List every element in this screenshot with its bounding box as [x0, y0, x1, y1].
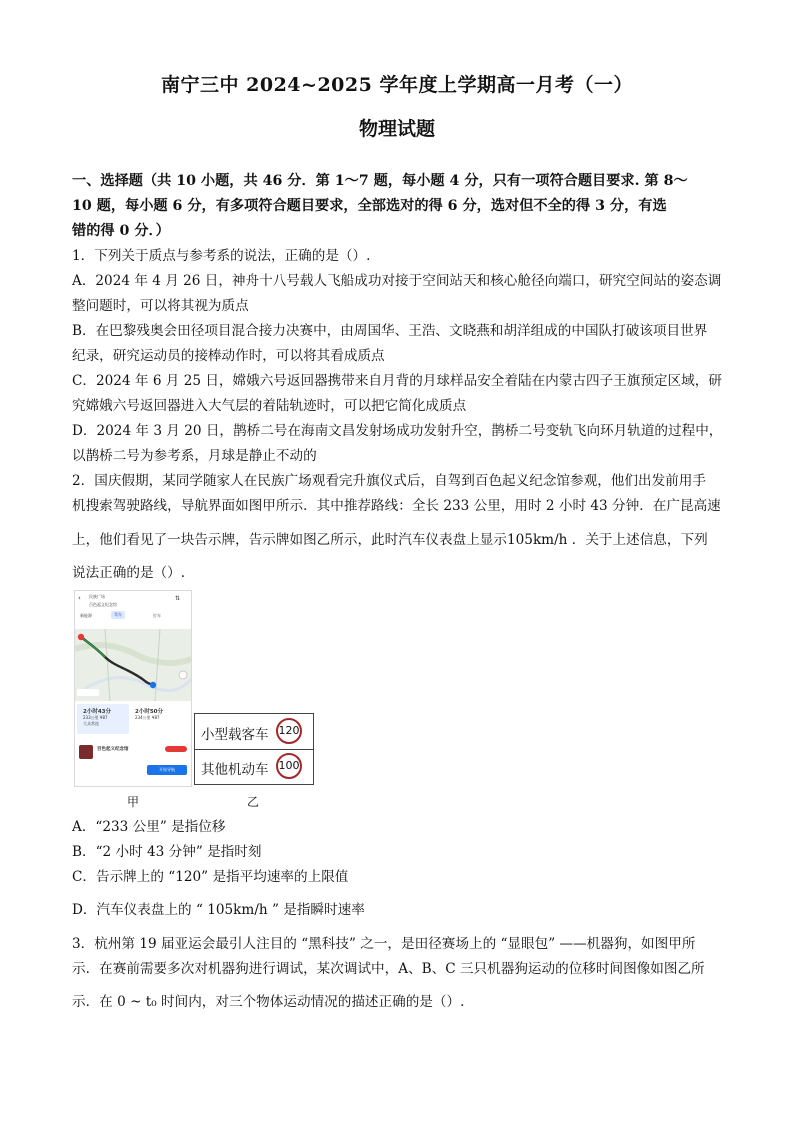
- tab-drive: 驾车: [111, 611, 125, 619]
- route2-time[interactable]: 2小时50分: [135, 709, 163, 715]
- exam-title: 南宁三中 2024~2025 学年度上学期高一月考（一）: [161, 74, 633, 96]
- sign-row-other-vehicles: [195, 749, 313, 784]
- back-arrow-icon: ‹: [78, 594, 81, 602]
- q2-option-a: A．“233 公里” 是指位移: [72, 819, 226, 835]
- bottom-toolbar: [75, 776, 191, 786]
- start-navigation-button[interactable]: 开始导航: [147, 765, 187, 775]
- q1-option-a-line1: A．2024 年 4 月 26 日，神舟十八号载人飞船成功对接于空间站天和核心舱径向端口，研究空间站的姿态调: [72, 273, 722, 289]
- speed-limit-120-icon: 120: [276, 718, 302, 744]
- destination-label: 百色起义纪念馆: [89, 602, 117, 607]
- q2-option-b: B．“2 小时 43 分钟” 是指时刻: [72, 844, 262, 860]
- start-marker: [78, 634, 84, 640]
- destination-name: 百色起义纪念馆: [97, 747, 129, 752]
- route1-tag: 大众常选: [83, 721, 99, 726]
- figure-b-caption: 乙: [247, 795, 260, 809]
- route-header: [75, 591, 191, 629]
- locate-button: [179, 671, 187, 679]
- route2-info: 234公里 ¥87: [135, 715, 160, 720]
- q2-stem-line2: 机搜索驾驶路线，导航界面如图甲所示．其中推荐路线：全长 233 公里，用时 2 小时 43 分钟．在广昆高速: [72, 498, 721, 514]
- q1-option-d-line2: 以鹊桥二号为参考系，月球是静止不动的: [72, 448, 317, 464]
- section-heading-line1: 一、选择题（共 10 小题，共 46 分．第 1～7 题，每小题 4 分，只有一项符合题目要求. 第 8～: [72, 173, 688, 189]
- route1-info: 233公里 ¥87: [83, 715, 108, 720]
- sign-row2-label: 其他机动车: [201, 762, 269, 778]
- origin-label: 民族广场: [89, 594, 105, 599]
- q2-stem-line3: 上，他们看见了一块告示牌，告示牌如图乙所示，此时汽车仪表盘上显示105km/h ．关于上述信息，下列: [72, 532, 708, 548]
- tab-taxi: 打车: [153, 613, 161, 618]
- section-heading-line3: 错的得 0 分．）: [72, 223, 170, 239]
- q1-option-c-line2: 究嫦娥六号返回器进入大气层的着陆轨迹时，可以把它简化成质点: [72, 398, 467, 414]
- swap-icon: ⇅: [175, 595, 181, 602]
- q1-option-c-line1: C．2024 年 6 月 25 日，嫦娥六号返回器携带来自月背的月球样品安全着陆在内蒙古四子王旗预定区域，研: [72, 373, 722, 389]
- q3-stem-line2: 示．在赛前需要多次对机器狗进行调试，某次调试中，A、B、C 三只机器狗运动的位移时间图像如图乙所: [72, 961, 705, 977]
- exam-subtitle: 物理试题: [358, 118, 435, 140]
- route-map: [75, 629, 191, 701]
- end-marker: [150, 682, 156, 688]
- figure-a-caption: 甲: [127, 795, 140, 809]
- tab-new-energy: 新能源: [80, 613, 92, 618]
- sign-row-small-passenger: [195, 714, 313, 750]
- speed-limit-100-icon: 100: [276, 753, 302, 779]
- destination-thumbnail: [79, 745, 93, 759]
- q2-option-c: C．告示牌上的 “120” 是指平均速率的上限值: [72, 869, 349, 885]
- q1-stem: 1．下列关于质点与参考系的说法，正确的是（）.: [72, 248, 371, 264]
- q1-option-d-line1: D．2024 年 3 月 20 日，鹊桥二号在海南文昌发射场成功发射升空，鹊桥二号变轨飞向环月轨道的过程中，: [72, 423, 723, 439]
- speed-limit-sign: [194, 713, 314, 785]
- section-heading-line2: 10 题，每小题 6 分，有多项符合题目要求，全部选对的得 6 分，选对但不全的得 3 分，有选: [72, 198, 667, 214]
- q3-stem-line1: 3．杭州第 19 届亚运会最引人注目的 “黑科技” 之一，是田径赛场上的 “显眼包” ——机器狗，如图甲所: [72, 936, 696, 952]
- navigation-app-screenshot: [74, 590, 192, 787]
- badge: [165, 746, 187, 752]
- q2-option-d: D．汽车仪表盘上的 “ 105km/h ” 是指瞬时速率: [72, 902, 365, 918]
- route1-time: 2小时43分: [83, 709, 111, 715]
- sign-row1-label: 小型载客车: [201, 727, 269, 743]
- q1-option-b-line2: 纪录，研究运动员的接棒动作时，可以将其看成质点: [72, 348, 385, 364]
- q1-option-b-line1: B．在巴黎残奥会田径项目混合接力决赛中，由周国华、王浩、文晓燕和胡洋组成的中国队打破该项目世界: [72, 323, 708, 339]
- q2-stem-line4: 说法正确的是（）.: [72, 565, 186, 581]
- map-graphic: [75, 629, 191, 701]
- q3-stem-line3: 示．在 0 ~ t₀ 时间内，对三个物体运动情况的描述正确的是（）.: [72, 994, 465, 1010]
- q2-stem-line1: 2．国庆假期，某同学随家人在民族广场观看完升旗仪式后，自驾到百色起义纪念馆参观，他们出发前用手: [72, 473, 706, 489]
- q1-option-a-line2: 整问题时，可以将其视为质点: [72, 298, 249, 314]
